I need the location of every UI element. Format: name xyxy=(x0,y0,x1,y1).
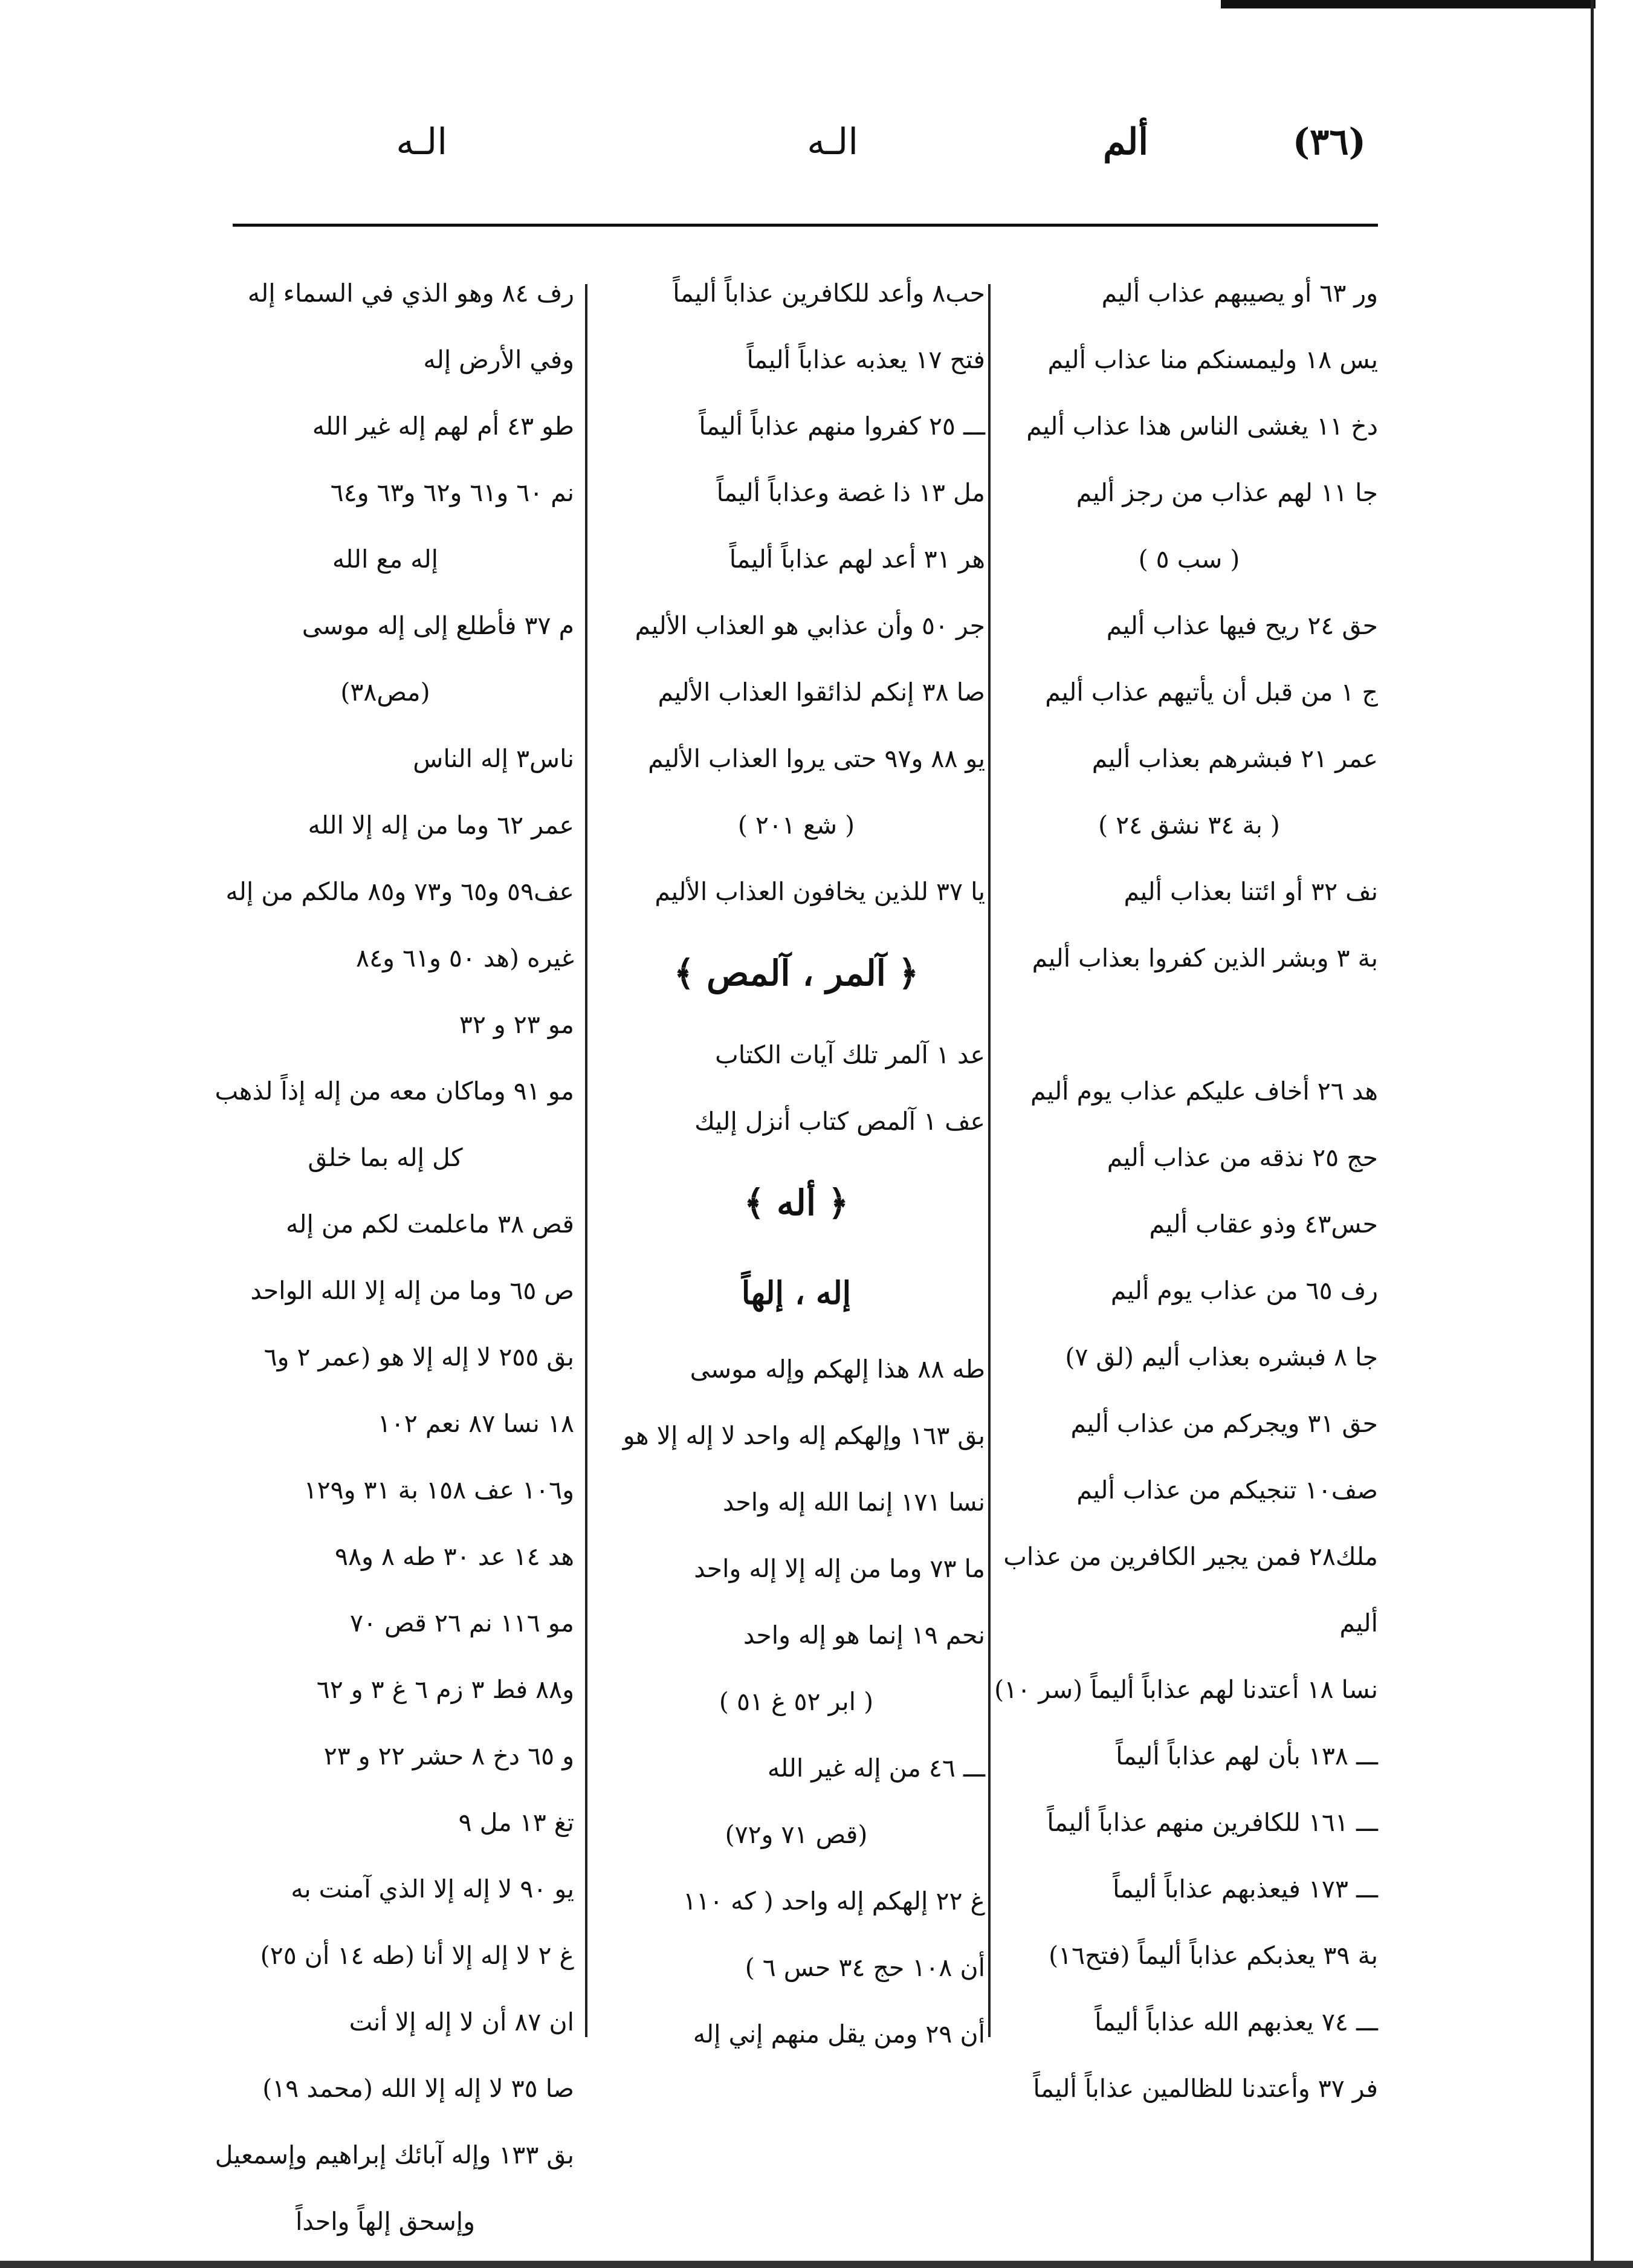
index-entry: جر ٥٠ وأن عذابي هو العذاب الأليم xyxy=(635,611,985,640)
scan-edge-top xyxy=(1221,0,1596,8)
section-subheading: إله ، إلهاً xyxy=(741,1275,852,1312)
index-entry: طو ٤٣ أم لهم إله غير الله xyxy=(312,412,574,441)
index-entry: بة ٣ وبشر الذين كفروا بعذاب أليم xyxy=(1032,944,1378,973)
index-entry: ـــ ١٧٣ فيعذبهم عذاباً أليماً xyxy=(1113,1874,1378,1904)
index-entry: صا ٣٨ إنكم لذائقوا العذاب الأليم xyxy=(658,678,985,707)
index-entry: رف ٦٥ من عذاب يوم أليم xyxy=(1110,1276,1378,1305)
index-entry: ناس٣ إله الناس xyxy=(413,744,574,773)
index-entry: رف ٨٤ وهو الذي في السماء إله وفي الأرض إله xyxy=(247,279,574,374)
index-entry: ملك٢٨ فمن يجير الكافرين من عذاب أليم xyxy=(1003,1542,1378,1638)
index-entry: طه ٨٨ هذا إلهكم وإله موسى xyxy=(690,1355,985,1384)
index-entry: دخ ١١ يغشى الناس هذا عذاب أليم xyxy=(1026,412,1378,441)
index-entry: حس٤٣ وذو عقاب أليم xyxy=(1149,1210,1378,1239)
index-entry: يس ١٨ وليمسنكم منا عذاب أليم xyxy=(1047,345,1378,374)
index-entry: صف١٠ تنجيكم من عذاب أليم xyxy=(1076,1476,1378,1505)
header-rule xyxy=(233,224,1378,227)
index-entry: (قص ٧١ و٧٢) xyxy=(725,1820,868,1849)
index-entry: بق ١٦٣ وإلهكم إله واحد لا إله إلا هو xyxy=(622,1421,985,1450)
index-entry: غ ٢ لا إله إلا أنا (طه ١٤ أن ٢٥) xyxy=(260,1941,574,1970)
column-divider-right xyxy=(988,284,991,2037)
index-entry: نسا ١٨ أعتدنا لهم عذاباً أليماً (سر ١٠) xyxy=(994,1675,1378,1704)
index-entry: حق ٣١ ويجركم من عذاب أليم xyxy=(1070,1409,1378,1438)
index-entry: غيره (هد ٥٠ و٦١ و٨٤ xyxy=(356,944,574,973)
column-right xyxy=(994,260,1378,2122)
scan-edge-right xyxy=(1591,0,1594,2268)
index-entry: عد ١ آلمر تلك آيات الكتاب xyxy=(715,1040,985,1069)
index-entry: نف ٣٢ أو ائتنا بعذاب أليم xyxy=(1124,877,1378,906)
index-entry: عف٥٩ و٦٥ و٧٣ و٨٥ مالكم من إله xyxy=(225,877,574,906)
index-entry: بق ١٣٣ وإله آبائك إبراهيم وإسمعيل xyxy=(215,2140,574,2169)
index-entry: و١٠٦ عف ١٥٨ بة ٣١ و١٢٩ xyxy=(303,1476,574,1505)
index-entry: أن ١٠٨ حج ٣٤ حس ٦ ) xyxy=(745,1953,985,1982)
index-entry: جا ٨ فبشره بعذاب أليم (لق ٧) xyxy=(1065,1343,1378,1372)
header-keyword-center: الـه xyxy=(807,121,858,163)
index-entry: (مص٣٨) xyxy=(340,678,430,707)
index-entry: و ٦٥ دخ ٨ حشر ٢٢ و ٢٣ xyxy=(323,1742,574,1771)
header-keyword-right: ألم xyxy=(1103,121,1148,163)
index-entry: نحم ١٩ إنما هو إله واحد xyxy=(743,1621,985,1650)
scan-edge-bottom xyxy=(0,2261,1633,2268)
column-left xyxy=(196,260,574,2255)
index-entry: م ٣٧ فأطلع إلى إله موسى xyxy=(302,611,574,640)
index-entry: صا ٣٥ لا إله إلا الله (محمد ١٩) xyxy=(262,2074,574,2103)
index-entry: ور ٦٣ أو يصيبهم عذاب أليم xyxy=(1101,279,1378,308)
index-entry: إله مع الله xyxy=(332,545,439,574)
page-number: (٣٦) xyxy=(1292,121,1366,163)
index-entry: حق ٢٤ ريح فيها عذاب أليم xyxy=(1106,611,1378,640)
index-entry: ـــ ١٦١ للكافرين منهم عذاباً أليماً xyxy=(1047,1808,1378,1837)
index-entry: نسا ١٧١ إنما الله إله واحد xyxy=(722,1488,985,1517)
index-entry: هر ٣١ أعد لهم عذاباً أليماً xyxy=(729,545,985,574)
index-entry: يو ٨٨ و٩٧ حتى يروا العذاب الأليم xyxy=(648,744,985,773)
index-entry: حج ٢٥ نذقه من عذاب أليم xyxy=(1107,1143,1378,1172)
header-keyword-left: الـه xyxy=(396,121,447,163)
index-entry: ج ١ من قبل أن يأتيهم عذاب أليم xyxy=(1045,678,1378,707)
index-entry: ( سب ٥ ) xyxy=(1138,545,1240,574)
index-entry: فتح ١٧ يعذبه عذاباً أليماً xyxy=(746,345,985,374)
index-entry: بق ٢٥٥ لا إله إلا هو (عمر ٢ و٦ xyxy=(264,1343,574,1372)
index-entry: حب٨ وأعد للكافرين عذاباً أليماً xyxy=(673,279,985,308)
column-divider-left xyxy=(585,284,587,2037)
page-header xyxy=(230,121,1390,193)
index-entry: يو ٩٠ لا إله إلا الذي آمنت به xyxy=(291,1874,574,1904)
index-entry: ـــ ١٣٨ بأن لهم عذاباً أليماً xyxy=(1116,1742,1378,1771)
index-entry: وإسحق إلهاً واحداً xyxy=(296,2207,475,2236)
index-entry: عمر ٢١ فبشرهم بعذاب أليم xyxy=(1091,744,1378,773)
index-entry: مو ١١٦ نم ٢٦ قص ٧٠ xyxy=(349,1609,574,1638)
section-heading: ﴿ آلمر ، آلمص ﴾ xyxy=(673,953,919,994)
index-entry: ص ٦٥ وما من إله إلا الله الواحد xyxy=(250,1276,574,1305)
index-entry: ـــ ٤٦ من إله غير الله xyxy=(767,1754,985,1783)
index-entry: يا ٣٧ للذين يخافون العذاب الأليم xyxy=(655,877,985,906)
column-middle xyxy=(607,260,985,2067)
index-entry: مو ٢٣ و ٣٢ xyxy=(459,1010,574,1039)
index-entry: ( ابر ٥٢ غ ٥١ ) xyxy=(719,1687,874,1716)
index-entry: غ ٢٢ إلهكم إله واحد ( كه ١١٠ xyxy=(683,1887,985,1916)
index-entry: ما ٧٣ وما من إله إلا إله واحد xyxy=(694,1554,985,1583)
index-entry: مل ١٣ ذا غصة وعذاباً أليماً xyxy=(716,478,985,507)
index-entry: مو ٩١ وماكان معه من إله إذاً لذهب xyxy=(215,1077,574,1106)
index-entry: أن ٢٩ ومن يقل منهم إني إله xyxy=(693,2020,985,2049)
index-entry: نم ٦٠ و٦١ و٦٢ و٦٣ و٦٤ xyxy=(330,478,574,507)
index-entry: تغ ١٣ مل ٩ xyxy=(458,1808,574,1837)
index-entry: قص ٣٨ ماعلمت لكم من إله xyxy=(286,1210,574,1239)
index-entry: فر ٣٧ وأعتدنا للظالمين عذاباً أليماً xyxy=(1033,2074,1378,2103)
index-entry: كل إله بما خلق xyxy=(308,1143,463,1172)
index-entry: بة ٣٩ يعذبكم عذاباً أليماً (فتح١٦) xyxy=(1049,1941,1378,1970)
index-entry: و٨٨ فط ٣ زم ٦ غ ٣ و ٦٢ xyxy=(316,1675,574,1704)
index-entry: ( شع ٢٠١ ) xyxy=(737,811,855,840)
index-entry: هد ٢٦ أخاف عليكم عذاب يوم أليم xyxy=(1030,1077,1378,1106)
index-entry: ١٨ نسا ٨٧ نعم ١٠٢ xyxy=(377,1409,574,1438)
index-entry: هد ١٤ عد ٣٠ طه ٨ و٩٨ xyxy=(335,1542,574,1571)
index-entry: عف ١ آلمص كتاب أنزل إليك xyxy=(694,1107,985,1136)
index-entry: جا ١١ لهم عذاب من رجز أليم xyxy=(1076,478,1378,507)
index-entry: عمر ٦٢ وما من إله إلا الله xyxy=(308,811,574,840)
index-entry: ان ٨٧ أن لا إله إلا أنت xyxy=(349,2007,574,2036)
section-heading: ﴿ أله ﴾ xyxy=(743,1182,849,1223)
index-entry: ( بة ٣٤ نشق ٢٤ ) xyxy=(1098,811,1280,840)
index-entry: ـــ ٧٤ يعذبهم الله عذاباً أليماً xyxy=(1095,2007,1378,2036)
index-entry: ـــ ٢٥ كفروا منهم عذاباً أليماً xyxy=(699,412,985,441)
